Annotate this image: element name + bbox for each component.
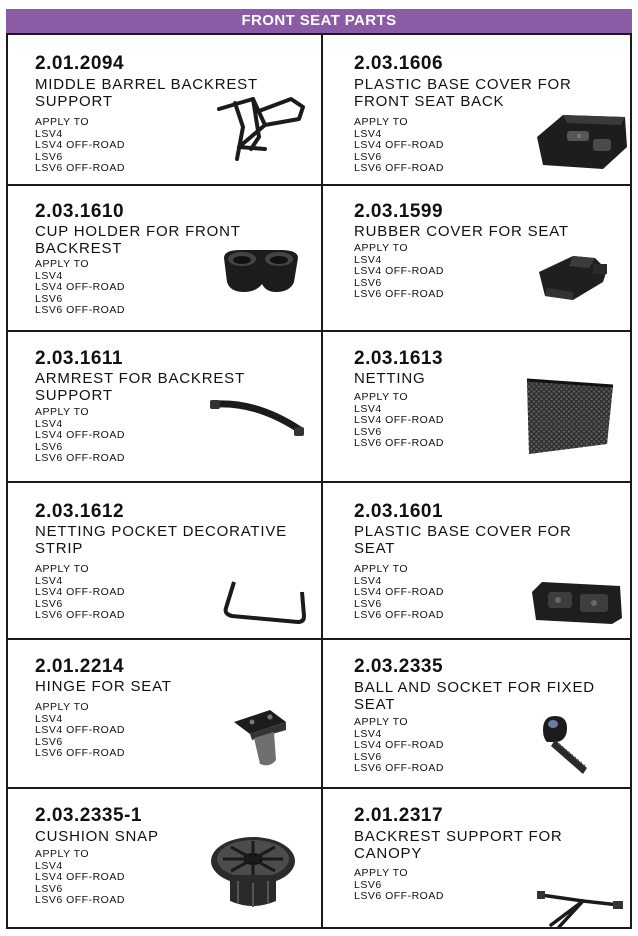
seat-base-cover-icon bbox=[528, 578, 626, 628]
part-name: HINGE FOR SEAT bbox=[35, 678, 172, 695]
applicability-list: APPLY TO LSV6 LSV6 OFF-ROAD bbox=[354, 867, 444, 903]
part-name: PLASTIC BASE COVER FOR SEAT bbox=[354, 523, 572, 557]
cup-holder-icon bbox=[218, 246, 303, 296]
part-name: NETTING POCKET DECORATIVE STRIP bbox=[35, 523, 287, 557]
part-name: NETTING bbox=[354, 370, 426, 387]
armrest-icon bbox=[208, 394, 308, 444]
part-card bbox=[323, 35, 634, 184]
part-number: 2.03.1612 bbox=[35, 501, 125, 522]
applicability-list: APPLY TO LSV4 LSV4 OFF-ROAD LSV6 LSV6 OFF-ROAD bbox=[354, 563, 444, 622]
part-number: 2.03.1606 bbox=[354, 53, 444, 74]
part-number: 2.01.2214 bbox=[35, 656, 125, 677]
part-name: CUSHION SNAP bbox=[35, 828, 159, 845]
part-card bbox=[323, 483, 634, 638]
applicability-list: APPLY TO LSV4 LSV4 OFF-ROAD LSV6 LSV6 OFF-ROAD bbox=[35, 116, 125, 175]
part-card bbox=[323, 332, 634, 481]
applicability-list: APPLY TO LSV4 LSV4 OFF-ROAD LSV6 LSV6 OFF-ROAD bbox=[354, 116, 444, 175]
applicability-list: APPLY TO LSV4 LSV4 OFF-ROAD LSV6 LSV6 OFF-ROAD bbox=[35, 701, 125, 760]
part-number: 2.01.2094 bbox=[35, 53, 125, 74]
part-card bbox=[8, 35, 321, 184]
part-name: RUBBER COVER FOR SEAT bbox=[354, 223, 569, 240]
part-number: 2.03.1610 bbox=[35, 201, 125, 222]
part-number: 2.03.2335-1 bbox=[35, 805, 142, 826]
cushion-snap-icon bbox=[208, 831, 298, 913]
part-name: BACKREST SUPPORT FOR CANOPY bbox=[354, 828, 563, 862]
part-number: 2.01.2317 bbox=[354, 805, 444, 826]
part-number: 2.03.1613 bbox=[354, 348, 444, 369]
part-name: BALL AND SOCKET FOR FIXED SEAT bbox=[354, 679, 595, 713]
applicability-list: APPLY TO LSV4 LSV4 OFF-ROAD LSV6 LSV6 OFF-ROAD bbox=[35, 563, 125, 622]
part-number: 2.03.2335 bbox=[354, 656, 444, 677]
applicability-list: APPLY TO LSV4 LSV4 OFF-ROAD LSV6 LSV6 OFF-ROAD bbox=[35, 848, 125, 907]
part-name: ARMREST FOR BACKREST SUPPORT bbox=[35, 370, 245, 404]
rubber-cover-icon bbox=[533, 248, 613, 306]
hinge-icon bbox=[230, 704, 290, 770]
part-card bbox=[323, 186, 634, 330]
part-number: 2.03.1599 bbox=[354, 201, 444, 222]
applicability-list: APPLY TO LSV4 LSV4 OFF-ROAD LSV6 LSV6 OFF-ROAD bbox=[354, 242, 444, 301]
part-card bbox=[8, 640, 321, 787]
applicability-list: APPLY TO LSV4 LSV4 OFF-ROAD LSV6 LSV6 OFF-ROAD bbox=[35, 258, 125, 317]
applicability-list: APPLY TO LSV4 LSV4 OFF-ROAD LSV6 LSV6 OFF-ROAD bbox=[354, 391, 444, 450]
canopy-support-icon bbox=[537, 887, 625, 929]
part-number: 2.03.1601 bbox=[354, 501, 444, 522]
part-name: CUP HOLDER FOR FRONT BACKREST bbox=[35, 223, 241, 257]
part-name: PLASTIC BASE COVER FOR FRONT SEAT BACK bbox=[354, 76, 572, 110]
barrel-backrest-support-icon bbox=[213, 87, 313, 167]
page-title: FRONT SEAT PARTS bbox=[6, 9, 632, 33]
part-card bbox=[8, 332, 321, 481]
netting-icon bbox=[519, 374, 619, 464]
part-card bbox=[323, 640, 634, 787]
part-card bbox=[8, 186, 321, 330]
part-card bbox=[323, 789, 634, 929]
part-card bbox=[8, 789, 321, 929]
parts-grid bbox=[6, 33, 632, 929]
part-card bbox=[8, 483, 321, 638]
applicability-list: APPLY TO LSV4 LSV4 OFF-ROAD LSV6 LSV6 OFF-ROAD bbox=[35, 406, 125, 465]
part-name: MIDDLE BARREL BACKREST SUPPORT bbox=[35, 76, 258, 110]
applicability-list: APPLY TO LSV4 LSV4 OFF-ROAD LSV6 LSV6 OFF-ROAD bbox=[354, 716, 444, 775]
decorative-strip-icon bbox=[220, 578, 310, 630]
part-number: 2.03.1611 bbox=[35, 348, 123, 369]
ball-socket-icon bbox=[537, 712, 607, 778]
base-cover-seat-back-icon bbox=[533, 105, 631, 177]
